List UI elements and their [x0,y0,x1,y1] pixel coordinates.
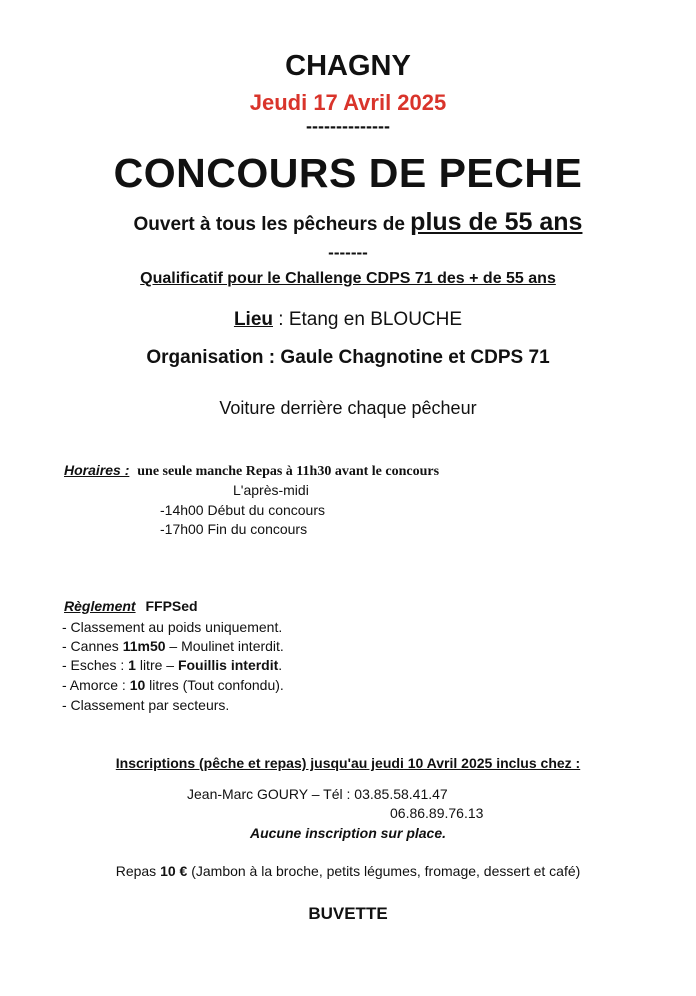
organisation-line: Organisation : Gaule Chagnotine et CDPS 71 [146,347,550,368]
reglement-item [62,638,284,654]
inscriptions-contact: Jean-Marc GOURY – Tél : 03.85.58.41.47 [187,786,448,802]
horaires-line1 [64,462,439,480]
buvette-line: BUVETTE [308,904,388,923]
reglement-item-bold: 10 [129,677,146,693]
horaires-line4: -17h00 Fin du concours [160,521,308,537]
inscriptions-heading: Inscriptions (pêche et repas) jusqu'au jeudi 10 Avril 2025 inclus chez : [115,755,581,771]
repas-price: 10 € [160,863,188,879]
reglement-item [62,677,284,693]
reglement-item: - Classement au poids uniquement. [62,619,283,635]
lieu-line [0,309,696,331]
reglement-item-text: - Amorce : [62,677,130,693]
reglement-item-text: - Cannes [62,638,123,654]
reglement-item-text: . [278,657,283,673]
horaires-label: Horaires : [64,462,130,478]
reglement-label: Règlement [64,598,136,614]
subtitle [10,208,696,237]
horaires-line3: -14h00 Début du concours [160,502,325,518]
reglement-item-bold: Fouillis interdit [177,657,279,673]
reglement-item-text: litre – [135,657,178,673]
voiture-line: Voiture derrière chaque pêcheur [219,398,477,418]
inscriptions-note: Aucune inscription sur place. [249,825,447,841]
town-heading: CHAGNY [285,50,411,82]
reglement-item-text: litres (Tout confondu). [145,677,284,693]
repas-line [0,863,696,879]
reglement-heading [64,598,198,614]
subtitle-highlight: plus de 55 ans [410,208,583,236]
reglement-item [62,657,282,673]
reglement-item-text: – Moulinet interdit. [165,638,284,654]
qualifier-line: Qualificatif pour le Challenge CDPS 71 des + de 55 ans [140,270,556,287]
subtitle-lead: Ouvert à tous les pêcheurs de [133,214,411,235]
repas-text: Repas [115,863,161,879]
repas-text: (Jambon à la broche, petits légumes, fromage, dessert et café) [187,863,581,879]
inscriptions-phone2: 06.86.89.76.13 [390,805,484,821]
reglement-item-bold: 1 [128,657,136,673]
reglement-item-bold: 11m50 [122,638,166,654]
lieu-sep: : [273,309,289,330]
reglement-item: - Classement par secteurs. [62,697,230,713]
horaires-line2: L'après-midi [233,482,309,498]
event-date: Jeudi 17 Avril 2025 [249,90,447,115]
main-title: CONCOURS DE PECHE [113,150,583,196]
separator-short: ------- [328,243,368,262]
lieu-label: Lieu [233,309,273,330]
lieu-value: Etang en BLOUCHE [288,309,463,330]
horaires-text: une seule manche Repas à 11h30 avant le concours [137,464,440,479]
separator-line: -------------- [306,116,390,136]
reglement-item-text: - Esches : [62,657,129,673]
reglement-org: FFPSed [145,598,198,614]
